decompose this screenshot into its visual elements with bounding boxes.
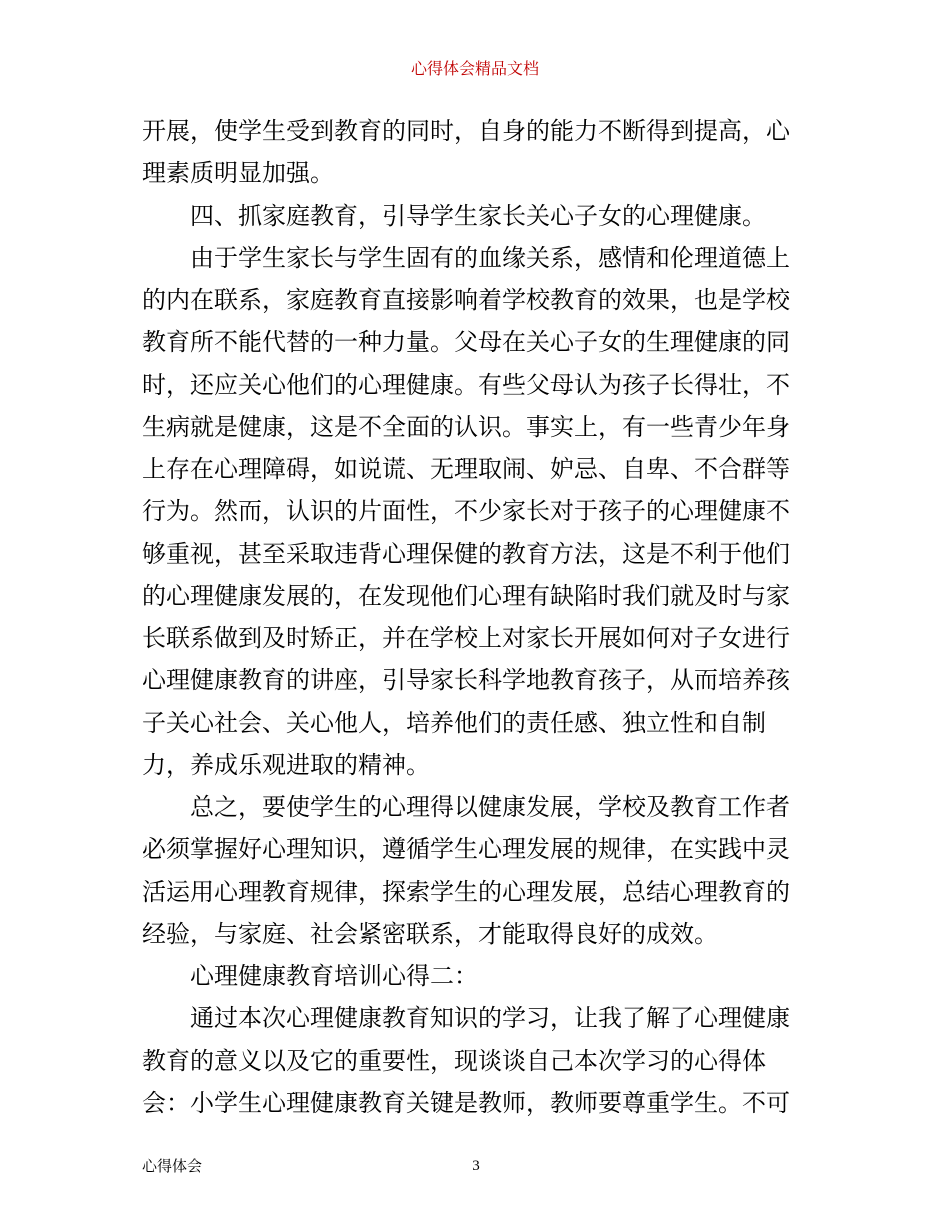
body-line: 子关心社会、关心他人，培养他们的责任感、独立性和自制 xyxy=(142,708,766,737)
body-line: 长联系做到及时矫正，并在学校上对家长开展如何对子女进行 xyxy=(142,624,790,652)
body-line: 由于学生家长与学生固有的血缘关系，感情和伦理道德上 xyxy=(190,243,790,272)
body-line: 够重视，甚至采取违背心理保健的教育方法，这是不利于他们 xyxy=(142,539,790,568)
body-line: 教育所不能代替的一种力量。父母在关心子女的生理健康的同 xyxy=(142,328,790,357)
body-line: 的内在联系，家庭教育直接影响着学校教育的效果，也是学校 xyxy=(142,286,790,314)
body-line: 理素质明显加强。 xyxy=(142,159,334,188)
section-heading: 心理健康教育培训心得二： xyxy=(190,962,478,990)
body-line: 开展，使学生受到教育的同时，自身的能力不断得到提高，心 xyxy=(142,117,790,145)
body-line: 的心理健康发展的，在发现他们心理有缺陷时我们就及时与家 xyxy=(142,581,790,610)
document-body xyxy=(142,110,816,1124)
body-line: 经验，与家庭、社会紧密联系，才能取得良好的成效。 xyxy=(142,919,718,948)
body-line: 会：小学生心理健康教育关键是教师，教师要尊重学生。不可 xyxy=(142,1088,790,1117)
page-number: 3 xyxy=(472,1158,480,1174)
section-heading: 四、抓家庭教育，引导学生家长关心子女的心理健康。 xyxy=(190,201,766,230)
body-line: 上存在心理障碍，如说谎、无理取闹、妒忌、自卑、不合群等 xyxy=(142,455,790,483)
body-line: 教育的意义以及它的重要性，现谈谈自己本次学习的心得体 xyxy=(142,1046,766,1075)
body-line: 时，还应关心他们的心理健康。有些父母认为孩子长得壮，不 xyxy=(142,370,790,399)
body-line: 通过本次心理健康教育知识的学习，让我了解了心理健康 xyxy=(190,1004,790,1033)
body-line: 心理健康教育的讲座，引导家长科学地教育孩子，从而培养孩 xyxy=(142,666,790,695)
body-line: 总之，要使学生的心理得以健康发展，学校及教育工作者 xyxy=(190,793,790,821)
body-line: 活运用心理教育规律，探索学生的心理发展，总结心理教育的 xyxy=(142,877,790,906)
body-line: 力，养成乐观进取的精神。 xyxy=(142,750,430,779)
footer-label: 心得体会 xyxy=(142,1157,203,1175)
document-header-title: 心得体会精品文档 xyxy=(410,59,539,78)
body-line: 行为。然而，认识的片面性，不少家长对于孩子的心理健康不 xyxy=(142,497,790,526)
body-line: 必须掌握好心理知识，遵循学生心理发展的规律，在实践中灵 xyxy=(142,835,790,864)
body-line: 生病就是健康，这是不全面的认识。事实上，有一些青少年身 xyxy=(142,412,790,441)
